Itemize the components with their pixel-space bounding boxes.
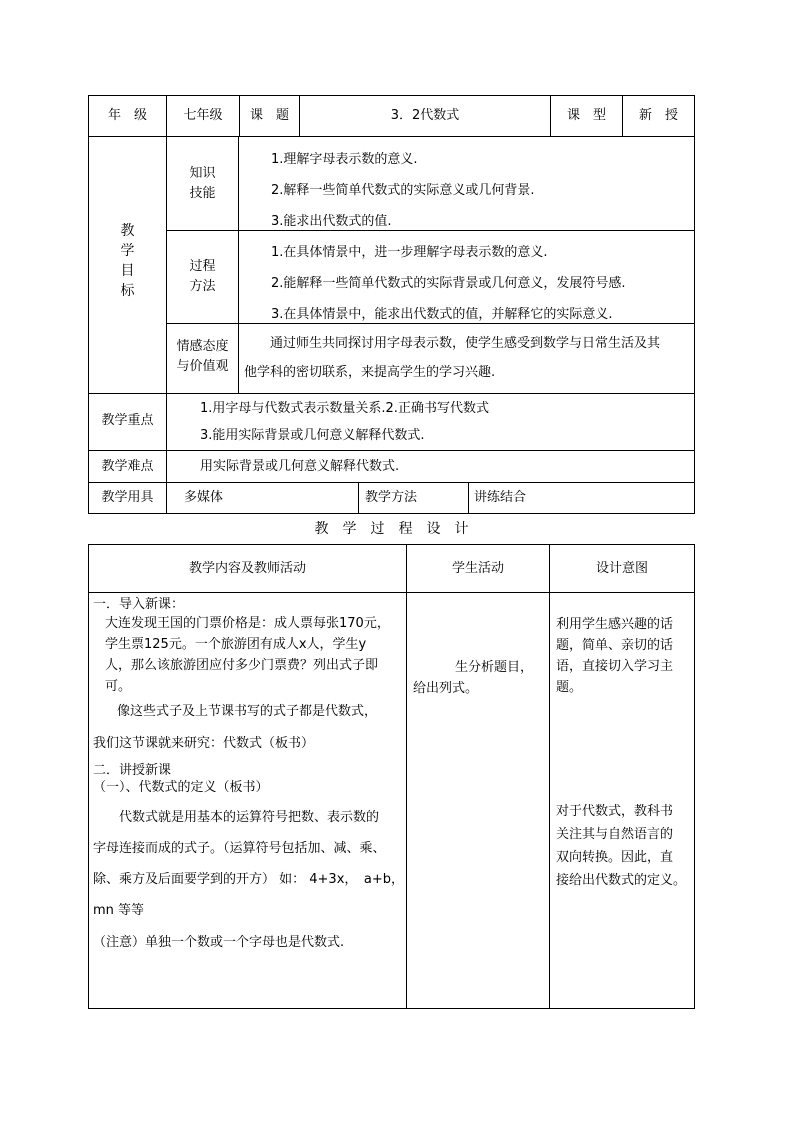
process-item: 2.能解释一些简单代数式的实际背景或几何意义，发展符号感. [271, 276, 626, 291]
topic-value: 3．2代数式 [390, 108, 460, 123]
objectives-label: 教 学 目 标 [120, 223, 135, 299]
subsection-heading: （一）、代数式的定义（板书） [93, 780, 269, 795]
method-value: 讲练结合 [474, 490, 527, 505]
emotion-label: 情感态度 与价值观 [176, 339, 229, 374]
type-value: 新 授 [638, 108, 678, 123]
topic-label: 课 题 [249, 108, 289, 123]
knowledge-item: 3.能求出代数式的值. [271, 214, 392, 229]
student-activity: 生分析题目， 给出列式。 [413, 660, 534, 696]
difficulty-text: 用实际背景或几何意义解释代数式. [200, 459, 400, 474]
tools-label: 教学用具 [101, 490, 154, 505]
col-header-intent: 设计意图 [595, 561, 648, 576]
intent-intro: 利用学生感兴趣的话 题，简单、亲切的话 语，直接切入学习主 题。 [556, 617, 674, 695]
process-item: 1.在具体情景中，进一步理解字母表示数的意义. [271, 245, 548, 260]
process-items [271, 237, 691, 330]
definition-text: 代数式就是用基本的运算符号把数、表示数的 字母连接而成的式子。（运算符号包括加、减、乘、 除、乘方及后面要学到的开方） 如： 4+3x， a+b， mn 等等 [93, 810, 405, 918]
grade-value: 七年级 [183, 108, 223, 123]
definition-note: （注意）单独一个数或一个字母也是代数式. [93, 935, 345, 950]
key-points-text: 1.用字母与代数式表示数量关系.2.正确书写代数式 3.能用实际背景或几何意义解释代数式. [200, 401, 489, 443]
intent-definition: 对于代数式，教科书 关注其与自然语言的 双向转换。因此，直 接给出代数式的定义。 [556, 804, 687, 888]
intro-para1: 像这些式子及上节课书写的式子都是代数式， [117, 704, 378, 719]
knowledge-label: 知识 技能 [189, 166, 216, 201]
knowledge-item: 2.解释一些简单代数式的实际意义或几何背景. [271, 183, 535, 198]
section2-heading: 二．讲授新课 [93, 763, 172, 778]
intro-problem: 大连发现王国的门票价格是：成人票每张170元， 学生票125元。一个旅游团有成人x人，学生y 人，那么该旅游团应付多少门票费？列出式子即 可。 [105, 616, 390, 694]
emotion-text: 通过师生共同探讨用字母表示数，使学生感受到数学与日常生活及其 他学科的密切联系，来提高学生的学习兴趣. [244, 336, 661, 380]
intro-heading: 一．导入新课： [93, 597, 185, 612]
difficulty-label: 教学难点 [101, 459, 154, 474]
knowledge-items [271, 144, 691, 237]
process-design-title: 教 学 过 程 设 计 [314, 521, 469, 537]
method-label: 教学方法 [365, 490, 418, 505]
type-label: 课 型 [566, 108, 606, 123]
col-header-student: 学生活动 [451, 561, 504, 576]
key-points-label: 教学重点 [101, 413, 154, 428]
intro-para2: 我们这节课就来研究：代数式（板书） [93, 736, 315, 751]
process-label: 过程 方法 [189, 259, 216, 294]
grade-label: 年 级 [107, 108, 147, 123]
col-header-content: 教学内容及教师活动 [188, 561, 306, 576]
knowledge-item: 1.理解字母表示数的意义. [271, 152, 418, 167]
process-item: 3.在具体情景中，能求出代数式的值，并解释它的实际意义. [271, 307, 613, 322]
tools-value: 多媒体 [184, 490, 224, 505]
